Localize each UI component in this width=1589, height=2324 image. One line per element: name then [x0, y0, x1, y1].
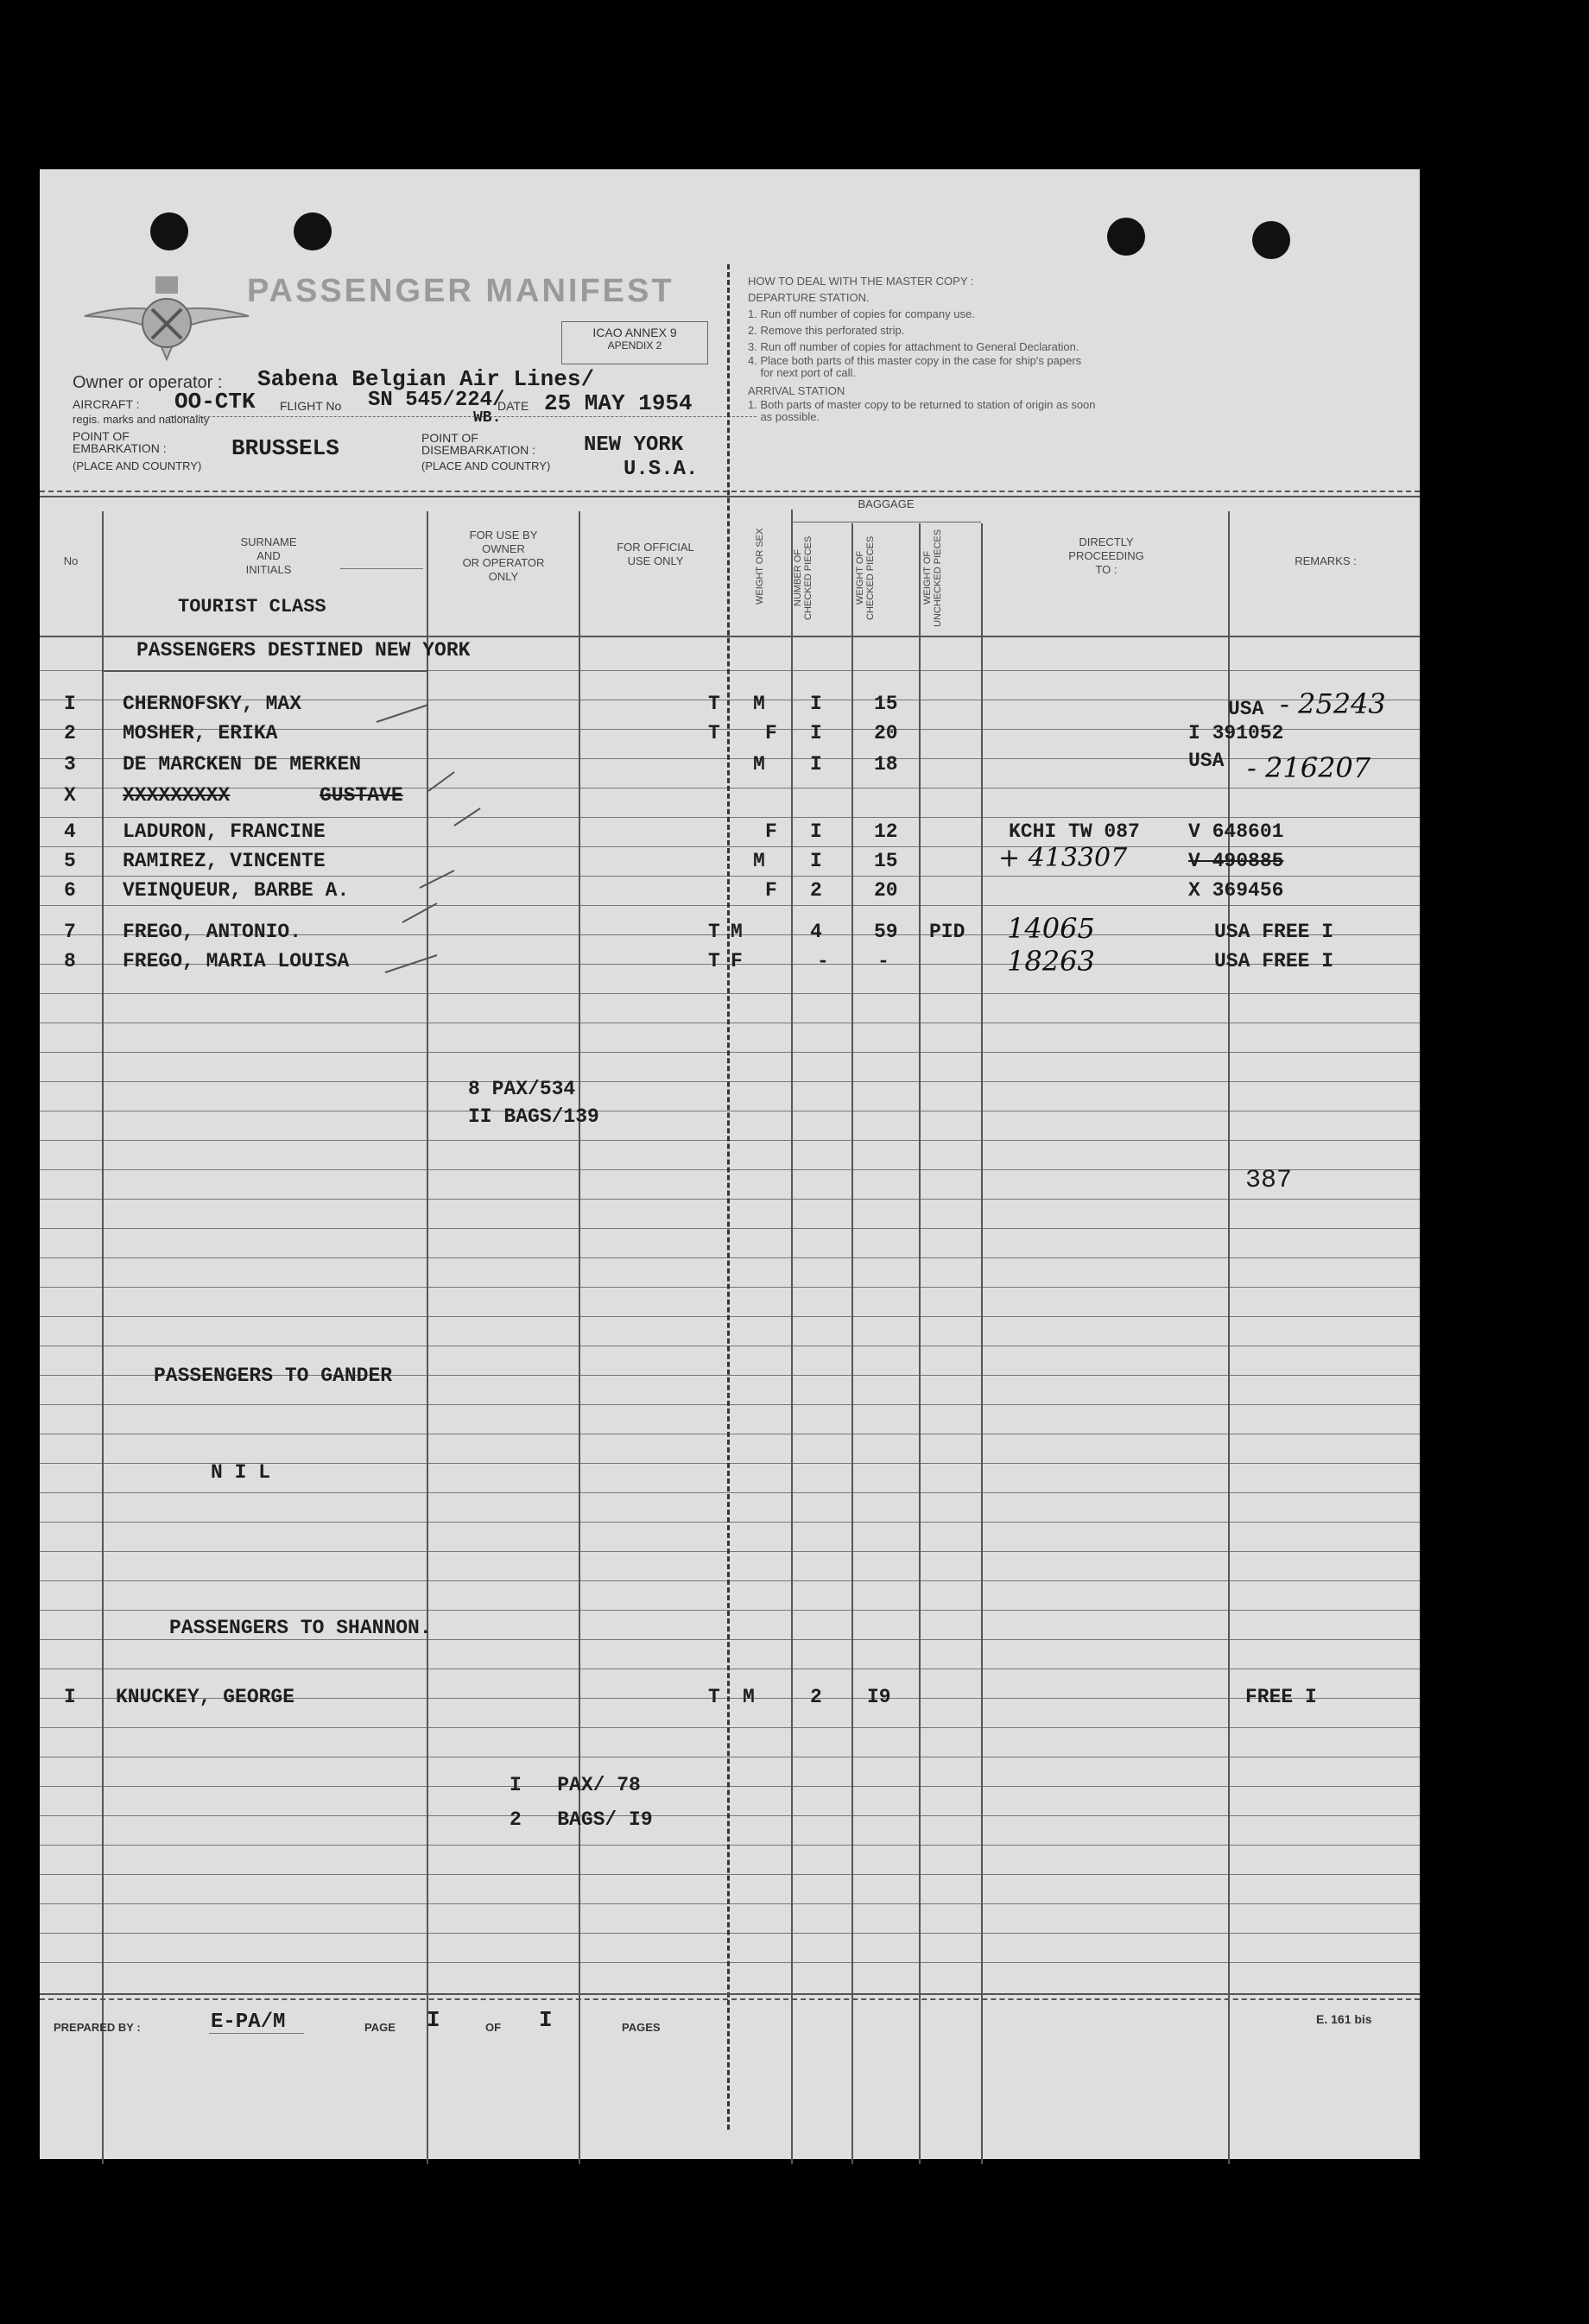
pax-sex: F	[765, 820, 777, 843]
pax-remark: USA FREE I	[1214, 950, 1334, 972]
instructions-departure: DEPARTURE STATION.	[748, 291, 870, 304]
pax-name: XXXXXXXXX	[123, 784, 231, 807]
pax-t: T	[708, 722, 720, 744]
totals-ny-pax: 8 PAX/534	[468, 1078, 576, 1100]
instructions-arrival-1: 1. Both parts of master copy to be returned to station of origin as soon	[748, 398, 1096, 411]
shannon-row	[40, 1686, 1420, 1715]
icao-box	[561, 321, 708, 364]
pax-wt: 12	[874, 820, 898, 843]
pax-remark: USA	[1188, 750, 1225, 772]
instructions-item-4b: for next port of call.	[748, 366, 856, 379]
instructions-item-1: 1. Run off number of copies for company use.	[748, 307, 975, 320]
ruling-line	[40, 1522, 1420, 1523]
shannon-remark: FREE I	[1245, 1686, 1317, 1708]
of-value: I	[539, 2007, 553, 2033]
pax-name: FREGO, MARIA LOUISA	[123, 950, 350, 972]
pax-name: CHERNOFSKY, MAX	[123, 693, 302, 715]
pax-remark: USA FREE I	[1214, 921, 1334, 943]
instructions-item-4: 4. Place both parts of this master copy in the case for ship's papers	[748, 354, 1082, 367]
shannon-num: 2	[810, 1686, 822, 1708]
col-no: No	[63, 554, 79, 567]
col-weight-checked: WEIGHT OF CHECKED PIECES	[855, 535, 876, 620]
aircraft-label: AIRCRAFT :	[73, 397, 140, 411]
manifest-page	[40, 169, 1420, 2159]
pax-num: I	[810, 693, 822, 715]
check-marks	[368, 687, 506, 998]
instructions-block	[748, 273, 1096, 423]
ruling-line	[40, 817, 1420, 818]
totals-shannon-pax: I PAX/ 78	[510, 1774, 641, 1796]
col-directly: DIRECTLY PROCEEDING TO :	[1068, 535, 1144, 576]
passenger-row	[40, 843, 1420, 879]
pax-no: 2	[64, 722, 76, 744]
pax-name: RAMIREZ, VINCENTE	[123, 850, 326, 872]
ruling-line	[40, 1874, 1420, 1875]
pax-name: MOSHER, ERIKA	[123, 722, 278, 744]
pax-t: T	[708, 950, 720, 972]
passenger-row	[40, 687, 1420, 722]
pax-sex: M	[753, 753, 765, 776]
embark-value: BRUSSELS	[231, 435, 339, 461]
shannon-no: I	[64, 1686, 76, 1708]
instructions-arrival: ARRIVAL STATION	[748, 384, 845, 397]
ruling-line	[40, 1580, 1420, 1581]
passenger-row	[40, 750, 1420, 784]
pax-handwritten: 14065	[1007, 912, 1095, 945]
pax-handwritten: - 216207	[1247, 751, 1371, 784]
pax-handwritten: + 413307	[998, 843, 1128, 873]
ruling-line	[40, 1727, 1420, 1728]
pages-label: PAGES	[622, 2021, 661, 2034]
pax-directly: KCHI TW 087	[1009, 820, 1140, 843]
page-title: PASSENGER MANIFEST	[247, 273, 674, 309]
prepared-value: E-PA/M	[211, 2011, 286, 2034]
embark-label: POINT OF EMBARKATION :	[73, 429, 167, 455]
pax-sex: M	[753, 693, 765, 715]
owner-label: Owner or operator :	[73, 373, 223, 392]
pax-sex: F	[765, 879, 777, 902]
pax-num: -	[817, 950, 829, 972]
col-num-checked: NUMBER OF CHECKED PIECES	[793, 535, 813, 620]
pax-no: 4	[64, 820, 76, 843]
section-gander: PASSENGERS TO GANDER	[154, 1365, 393, 1387]
of-label: OF	[485, 2021, 502, 2034]
pax-name: LADURON, FRANCINE	[123, 820, 326, 843]
col-surname: SURNAME AND INITIALS	[240, 535, 297, 576]
ruling-line	[40, 1933, 1420, 1934]
flight-value: SN 545/224/	[368, 389, 505, 412]
passenger-row	[40, 722, 1420, 751]
passenger-row	[40, 820, 1420, 850]
totals-shannon-bags: 2 BAGS/ I9	[510, 1808, 653, 1831]
punch-hole-1	[150, 212, 188, 250]
passenger-row	[40, 945, 1420, 979]
page-label: PAGE	[364, 2021, 396, 2034]
pax-remark: V 490885	[1188, 850, 1284, 872]
pax-remark: I 391052	[1188, 722, 1284, 744]
shannon-sex: M	[743, 1686, 755, 1708]
ruling-line	[40, 1052, 1420, 1053]
ruling-line	[40, 1287, 1420, 1288]
pax-name: FREGO, ANTONIO.	[123, 921, 302, 943]
pax-num: I	[810, 722, 822, 744]
pax-remark: USA	[1228, 698, 1264, 720]
pax-no: 5	[64, 850, 76, 872]
col-tourist-class: TOURIST CLASS	[178, 596, 326, 617]
instructions-title: HOW TO DEAL WITH THE MASTER COPY :	[748, 275, 974, 288]
ruling-line	[40, 1404, 1420, 1405]
embark-sub: (PLACE AND COUNTRY)	[73, 459, 202, 472]
page-value: I	[427, 2007, 440, 2033]
gander-nil: N I L	[211, 1461, 271, 1484]
aircraft-sub: regis. marks and nationality	[73, 413, 210, 426]
punch-hole-2	[294, 212, 332, 250]
instructions-item-3: 3. Run off number of copies for attachment to General Declaration.	[748, 340, 1079, 353]
ruling-line	[40, 1815, 1420, 1816]
ruling-line	[40, 1903, 1420, 1904]
punch-hole-3	[1107, 218, 1145, 256]
pax-sex: F	[731, 950, 743, 972]
pax-no: 7	[64, 921, 76, 943]
pax-handwritten: 18263	[1007, 945, 1095, 978]
icao-line-1: ICAO ANNEX 9	[592, 326, 677, 339]
ruling-line	[40, 1316, 1420, 1317]
pax-wt: 15	[874, 693, 898, 715]
disembark-sub: (PLACE AND COUNTRY)	[421, 459, 551, 472]
pax-no: 3	[64, 753, 76, 776]
col-official-use: FOR OFFICIAL USE ONLY	[617, 541, 694, 567]
ruling-line	[40, 1492, 1420, 1493]
pax-num: I	[810, 753, 822, 776]
pax-remark: V 648601	[1188, 820, 1284, 843]
col-weight-unchecked: WEIGHT OF UNCHECKED PIECES	[922, 529, 943, 627]
ruling-line	[40, 1169, 1420, 1170]
shannon-wt: I9	[867, 1686, 891, 1708]
pax-unchecked: PID	[929, 921, 965, 943]
prepared-label: PREPARED BY :	[54, 2021, 141, 2034]
pax-no: X	[64, 784, 76, 807]
disembark-label: POINT OF DISEMBARKATION :	[421, 431, 535, 457]
pax-num: I	[810, 850, 822, 872]
ruling-line	[40, 1081, 1420, 1082]
pax-wt: 18	[874, 753, 898, 776]
form-code: E. 161 bis	[1316, 2012, 1372, 2026]
ruling-line	[40, 1257, 1420, 1258]
ruling-line	[40, 1610, 1420, 1611]
punch-hole-4	[1252, 221, 1290, 259]
pax-sex: F	[765, 722, 777, 744]
totals-ny-bags: II BAGS/139	[468, 1105, 599, 1128]
shannon-t: T	[708, 1686, 720, 1708]
pax-struck-name: GUSTAVE	[320, 784, 403, 807]
ruling-line	[40, 1551, 1420, 1552]
pax-wt: 20	[874, 879, 898, 902]
col-baggage: BAGGAGE	[858, 497, 915, 510]
pax-num: I	[810, 820, 822, 843]
pax-name: VEINQUEUR, BARBE A.	[123, 879, 350, 902]
ruling-line	[40, 1786, 1420, 1787]
flight-sub: WB.	[473, 409, 502, 427]
ruling-line	[40, 1845, 1420, 1846]
owner-value: Sabena Belgian Air Lines/	[257, 366, 595, 392]
pax-wt: 59	[874, 921, 898, 943]
date-value: 25 MAY 1954	[544, 390, 693, 416]
pax-sex: M	[731, 921, 743, 943]
pax-wt: 15	[874, 850, 898, 872]
pax-num: 2	[810, 879, 822, 902]
instructions-item-2: 2. Remove this perforated strip.	[748, 324, 905, 337]
pax-t: T	[708, 693, 720, 715]
ruling-line	[40, 993, 1420, 994]
pax-t: T	[708, 921, 720, 943]
instructions-arrival-2: as possible.	[748, 410, 820, 423]
pax-name: DE MARCKEN DE MERKEN	[123, 753, 362, 776]
sabena-logo-icon	[76, 264, 257, 377]
ruling-line	[40, 1199, 1420, 1200]
ruling-line	[40, 1639, 1420, 1640]
col-owner-use: FOR USE BY OWNER OR OPERATOR ONLY	[462, 529, 545, 583]
remark-total: 387	[1245, 1166, 1293, 1195]
shannon-name: KNUCKEY, GEORGE	[116, 1686, 295, 1708]
disembark-value: NEW YORK	[584, 434, 684, 457]
pax-handwritten: - 25243	[1280, 687, 1386, 720]
pax-wt: -	[877, 950, 889, 972]
disembark-value-country: U.S.A.	[624, 458, 699, 481]
passenger-row	[40, 912, 1420, 950]
icao-line-2: APENDIX 2	[607, 339, 662, 351]
passenger-row-struck	[40, 784, 1420, 814]
pax-remark: X 369456	[1188, 879, 1284, 902]
ruling-line	[40, 1962, 1420, 1963]
section-shannon: PASSENGERS TO SHANNON.	[169, 1617, 432, 1639]
pax-num: 4	[810, 921, 822, 943]
pax-no: 8	[64, 950, 76, 972]
pax-no: I	[64, 693, 76, 715]
date-label: DATE	[497, 399, 529, 413]
passenger-row	[40, 879, 1420, 909]
col-weight-sex: WEIGHT OR SEX	[755, 528, 765, 605]
pax-wt: 20	[874, 722, 898, 744]
pax-sex: M	[753, 850, 765, 872]
ruling-line	[40, 1228, 1420, 1229]
aircraft-value: OO-CTK	[174, 389, 256, 415]
section-new-york: PASSENGERS DESTINED NEW YORK	[136, 639, 471, 662]
flight-label: FLIGHT No	[280, 399, 342, 413]
col-remarks: REMARKS :	[1295, 554, 1357, 567]
pax-no: 6	[64, 879, 76, 902]
ruling-line	[40, 1140, 1420, 1141]
